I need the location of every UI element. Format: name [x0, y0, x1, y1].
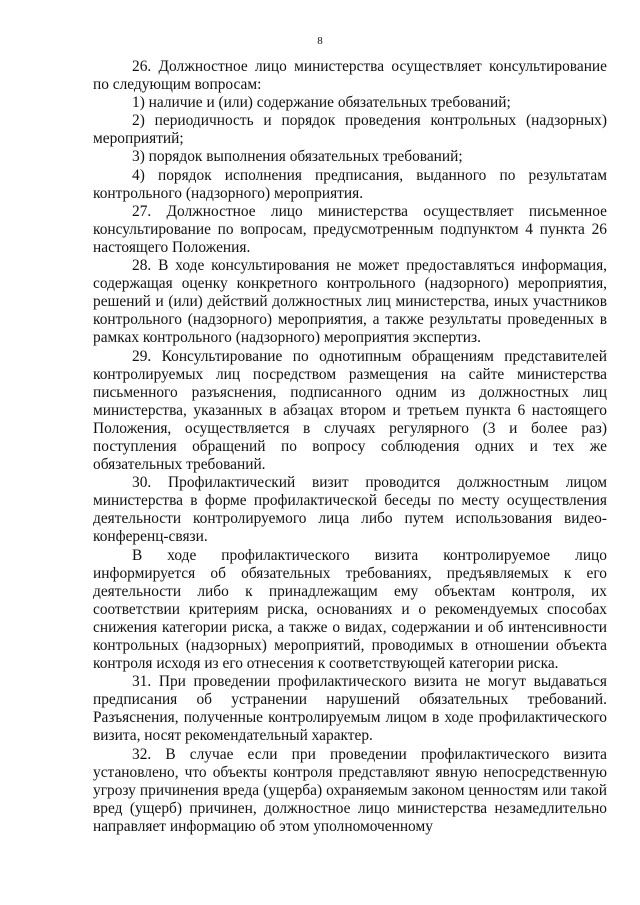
paragraph-27: 27. Должностное лицо министерства осуществляет письменное консультирование по вопросам, предусмотренным подпунктом 4 пункта 26 настоящего Положения.: [93, 202, 607, 256]
page-number: 8: [317, 35, 323, 47]
paragraph-26-item-4: 4) порядок исполнения предписания, выданного по результатам контрольного (надзорного) мероприятия.: [93, 166, 607, 202]
paragraph-30-continued: В ходе профилактического визита контролируемое лицо информируется об обязательных требованиях, предъявляемых к его деятельности либо к принадлежащим ему объектам контроля, их соответствии критериям риска, основаниях и о рекомендуемых способах снижения категории риска, а также о видах, содержании и об интенсивности контрольных (надзорных) мероприятий, проводимых в отношении объекта контроля исходя из его отнесения к соответствующей категории риска.: [93, 546, 607, 673]
paragraph-26-item-3: 3) порядок выполнения обязательных требований;: [132, 148, 463, 166]
paragraph-30: 30. Профилактический визит проводится должностным лицом министерства в форме профилактической беседы по месту осуществления деятельности контролируемого лица либо путем использования видео-конференц-связи.: [93, 474, 607, 546]
document-body: [93, 58, 607, 836]
paragraph-26: 26. Должностное лицо министерства осуществляет консультирование по следующим вопросам:: [93, 58, 607, 94]
paragraph-31: 31. При проведении профилактического визита не могут выдаваться предписания об устранении нарушений обязательных требований. Разъяснения, полученные контролируемым лицом в ходе профилактического визита, носят рекомендательный характер.: [93, 673, 607, 745]
paragraph-28: 28. В ходе консультирования не может предоставляться информация, содержащая оценку конкретного контрольного (надзорного) мероприятия, решений и (или) действий должностных лиц министерства, иных участников контрольного (надзорного) мероприятия, а также результаты проведенных в рамках контрольного (надзорного) мероприятия экспертиз.: [93, 257, 607, 347]
paragraph-26-item-2: 2) периодичность и порядок проведения контрольных (надзорных) мероприятий;: [93, 112, 607, 148]
paragraph-29: 29. Консультирование по однотипным обращениям представителей контролируемых лиц посредством размещения на сайте министерства письменного разъяснения, подписанного одним из должностных лиц министерства, указанных в абзацах втором и третьем пункта 6 настоящего Положения, осуществляется в случаях регулярного (3 и более раз) поступления обращений по вопросу соблюдения одних и тех же обязательных требований.: [93, 347, 607, 474]
paragraph-32: 32. В случае если при проведении профилактического визита установлено, что объекты контроля представляют явную непосредственную угрозу причинения вреда (ущерба) охраняемым законом ценностям или такой вред (ущерб) причинен, должностное лицо министерства незамедлительно направляет информацию об этом уполномоченному: [93, 745, 607, 835]
paragraph-26-item-1: 1) наличие и (или) содержание обязательных требований;: [132, 94, 511, 112]
